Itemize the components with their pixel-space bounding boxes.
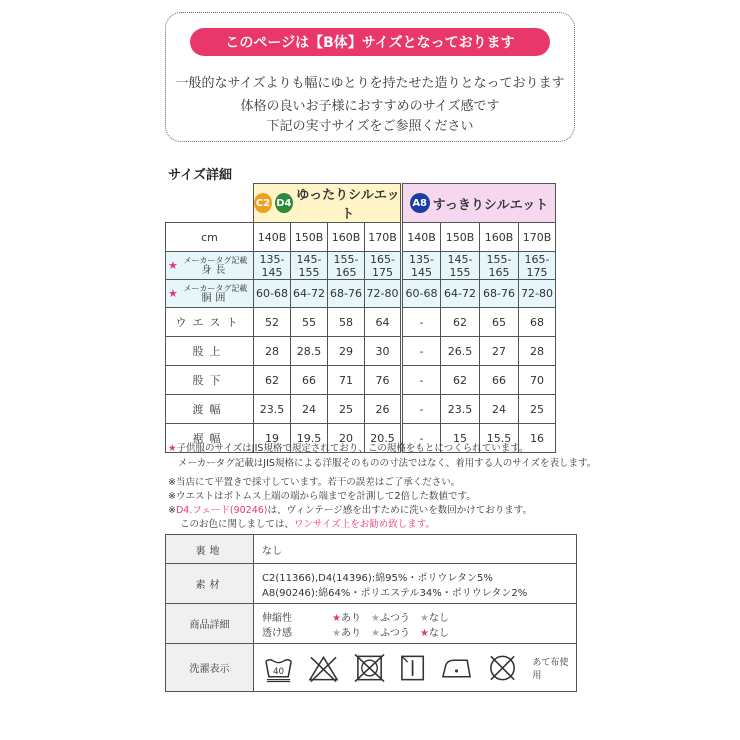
table-cell: 15.5 xyxy=(480,424,519,453)
table-cell: - xyxy=(402,308,441,337)
table-cell: 25 xyxy=(519,395,556,424)
size-table xyxy=(165,183,556,453)
table-cell: 52 xyxy=(254,308,291,337)
b-body-banner: このページは【B体】サイズとなっております xyxy=(190,28,550,56)
table-cell: 23.5 xyxy=(441,395,480,424)
note-text: 子供服のサイズはJIS規格で規定されており、この規格をもとにつくられています。 xyxy=(176,443,529,454)
table-cell: 72-80 xyxy=(365,280,402,308)
rating-option: ★あり xyxy=(332,627,361,639)
table-cell: 64-72 xyxy=(441,280,480,308)
table-row-rise xyxy=(166,337,556,366)
material-line: C2(11366),D4(14396):綿95%・ポリウレタン5% xyxy=(262,572,493,584)
table-cell: 20 xyxy=(328,424,365,453)
table-cell: 55 xyxy=(291,308,328,337)
table-cell: 16 xyxy=(519,424,556,453)
table-cell: 23.5 xyxy=(254,395,291,424)
note-waist: ※ウエストはボトムス上端の端から端までを計測して2倍した数値です。 xyxy=(168,491,476,502)
note-highlight: ワンサイズ上をお勧め致します。 xyxy=(294,519,435,530)
table-cell: 24 xyxy=(291,395,328,424)
note-text: このお色に関しましては、 xyxy=(180,519,295,530)
svg-text:40: 40 xyxy=(273,666,285,677)
unit-cell: cm xyxy=(166,223,254,252)
table-cell: - xyxy=(402,366,441,395)
table-cell: 19 xyxy=(254,424,291,453)
table-cell: 72-80 xyxy=(519,280,556,308)
table-cell: 19.5 xyxy=(291,424,328,453)
table-cell: 64-72 xyxy=(291,280,328,308)
note-fade xyxy=(168,502,532,516)
care-label: 洗濯表示 xyxy=(166,644,254,692)
table-cell: - xyxy=(402,424,441,453)
spec-table xyxy=(165,534,577,692)
lining-label: 裏地 xyxy=(166,535,254,564)
cloth-note: あて布使用 xyxy=(532,657,569,681)
note-highlight: D4.フェード(90246) xyxy=(175,505,268,516)
row-label-hem: 裾幅 xyxy=(166,424,254,453)
table-cell: 60-68 xyxy=(402,280,441,308)
rating-option-selected: ★あり xyxy=(332,612,361,624)
rating-option: ★なし xyxy=(419,612,449,624)
table-cell: 68-76 xyxy=(480,280,519,308)
table-cell: 62 xyxy=(441,308,480,337)
table-cell: 58 xyxy=(328,308,365,337)
row-label-text: 胴囲 xyxy=(201,292,230,304)
table-row-waist-girth xyxy=(166,280,556,308)
a8-badge: A8 xyxy=(410,193,430,213)
table-cell: 165-175 xyxy=(365,252,402,280)
intro-line-3: 下記の実寸サイズをご参照ください xyxy=(266,119,474,134)
row-label-waist: ウエスト xyxy=(166,308,254,337)
table-cell: 29 xyxy=(328,337,365,366)
table-cell: 135-145 xyxy=(254,252,291,280)
table-cell: 24 xyxy=(480,395,519,424)
material-label: 素材 xyxy=(166,564,254,604)
size-cell: 160B xyxy=(480,223,519,252)
care-icons xyxy=(254,644,577,692)
size-cell: 150B xyxy=(441,223,480,252)
table-cell: 66 xyxy=(291,366,328,395)
table-cell: - xyxy=(402,337,441,366)
no-tumble-dry-icon xyxy=(354,653,385,683)
size-cell: 160B xyxy=(328,223,365,252)
row-label-inseam: 股下 xyxy=(166,366,254,395)
table-cell: 71 xyxy=(328,366,365,395)
star-icon: ★ xyxy=(168,287,178,300)
rating-option: ★ふつう xyxy=(370,627,410,639)
note-jis xyxy=(168,440,528,454)
star-icon: ★ xyxy=(168,443,177,454)
table-row-inseam xyxy=(166,366,556,395)
table-cell: 165-175 xyxy=(519,252,556,280)
detail-value xyxy=(254,604,577,644)
maker-tag-label: メーカータグ記載 xyxy=(183,283,248,293)
material-line: A8(90246):綿64%・ポリエステル34%・ポリウレタン2% xyxy=(262,587,528,599)
table-cell: 68 xyxy=(519,308,556,337)
size-cell: 140B xyxy=(254,223,291,252)
table-cell: 28 xyxy=(519,337,556,366)
table-cell: 64 xyxy=(365,308,402,337)
detail-label: 商品詳細 xyxy=(166,604,254,644)
rating-option-selected: ★なし xyxy=(419,627,449,639)
table-cell: 155-165 xyxy=(480,252,519,280)
note-prefix: ※ xyxy=(168,505,176,516)
table-cell: - xyxy=(402,395,441,424)
c2-badge: C2 xyxy=(254,193,272,213)
table-cell: 26 xyxy=(365,395,402,424)
material-value xyxy=(254,564,577,604)
line-dry-shade-icon xyxy=(399,653,426,683)
intro-line-1: 一般的なサイズよりも幅にゆとりを持たせた造りとなっております xyxy=(175,76,565,91)
note-measure: ※当店にて平置きで採寸しています。若干の誤差はご了承ください。 xyxy=(168,477,461,488)
table-row-waist xyxy=(166,308,556,337)
table-cell: 25 xyxy=(328,395,365,424)
table-cell: 26.5 xyxy=(441,337,480,366)
table-cell: 70 xyxy=(519,366,556,395)
size-header-row xyxy=(166,223,556,252)
table-cell: 65 xyxy=(480,308,519,337)
stretch-rating xyxy=(262,609,576,624)
size-cell: 140B xyxy=(402,223,441,252)
note-size-up xyxy=(180,516,435,530)
group-header-relaxed xyxy=(254,184,402,223)
size-cell: 170B xyxy=(519,223,556,252)
table-cell: 30 xyxy=(365,337,402,366)
table-cell: 27 xyxy=(480,337,519,366)
intro-line-2: 体格の良いお子様におすすめのサイズ感です xyxy=(240,99,500,114)
no-dry-clean-icon xyxy=(487,653,518,683)
slim-silhouette-label: すっきりシルエット xyxy=(432,197,549,213)
table-cell: 15 xyxy=(441,424,480,453)
d4-badge: D4 xyxy=(275,193,293,213)
size-cell: 150B xyxy=(291,223,328,252)
group-header-slim xyxy=(402,184,556,223)
star-icon: ★ xyxy=(168,259,178,272)
relaxed-silhouette-label: ゆったりシルエット xyxy=(296,188,400,222)
maker-tag-label: メーカータグ記載 xyxy=(183,255,248,265)
table-cell: 68-76 xyxy=(328,280,365,308)
stretch-label: 伸縮性 xyxy=(262,612,292,624)
section-title: サイズ詳細 xyxy=(168,168,232,183)
table-cell: 20.5 xyxy=(365,424,402,453)
table-cell: 155-165 xyxy=(328,252,365,280)
table-cell: 62 xyxy=(441,366,480,395)
table-cell: 28.5 xyxy=(291,337,328,366)
row-label-text: 身長 xyxy=(201,264,230,276)
table-row-thigh xyxy=(166,395,556,424)
row-label-rise: 股上 xyxy=(166,337,254,366)
sheer-label: 透け感 xyxy=(262,627,292,639)
lining-value: なし xyxy=(254,535,577,564)
row-label-height xyxy=(166,252,254,280)
table-cell: 145-155 xyxy=(441,252,480,280)
sheer-rating xyxy=(262,624,576,639)
note-maker-tag: メーカータグ記載はJIS規格による洋服そのものの寸法ではなく、着用する人のサイズを表します。 xyxy=(178,458,597,469)
note-text: は、ヴィンテージ感を出すために洗いを数回かけております。 xyxy=(267,505,532,516)
iron-low-icon xyxy=(440,653,473,683)
table-cell: 145-155 xyxy=(291,252,328,280)
size-cell: 170B xyxy=(365,223,402,252)
table-cell: 60-68 xyxy=(254,280,291,308)
table-cell: 135-145 xyxy=(402,252,441,280)
no-bleach-icon xyxy=(307,653,340,683)
row-label-waist-girth xyxy=(166,280,254,308)
table-row-height xyxy=(166,252,556,280)
table-cell: 28 xyxy=(254,337,291,366)
rating-option: ★ふつう xyxy=(370,612,410,624)
wash-40-icon xyxy=(264,653,293,683)
table-cell: 62 xyxy=(254,366,291,395)
table-cell: 66 xyxy=(480,366,519,395)
table-cell: 76 xyxy=(365,366,402,395)
row-label-thigh: 渡幅 xyxy=(166,395,254,424)
